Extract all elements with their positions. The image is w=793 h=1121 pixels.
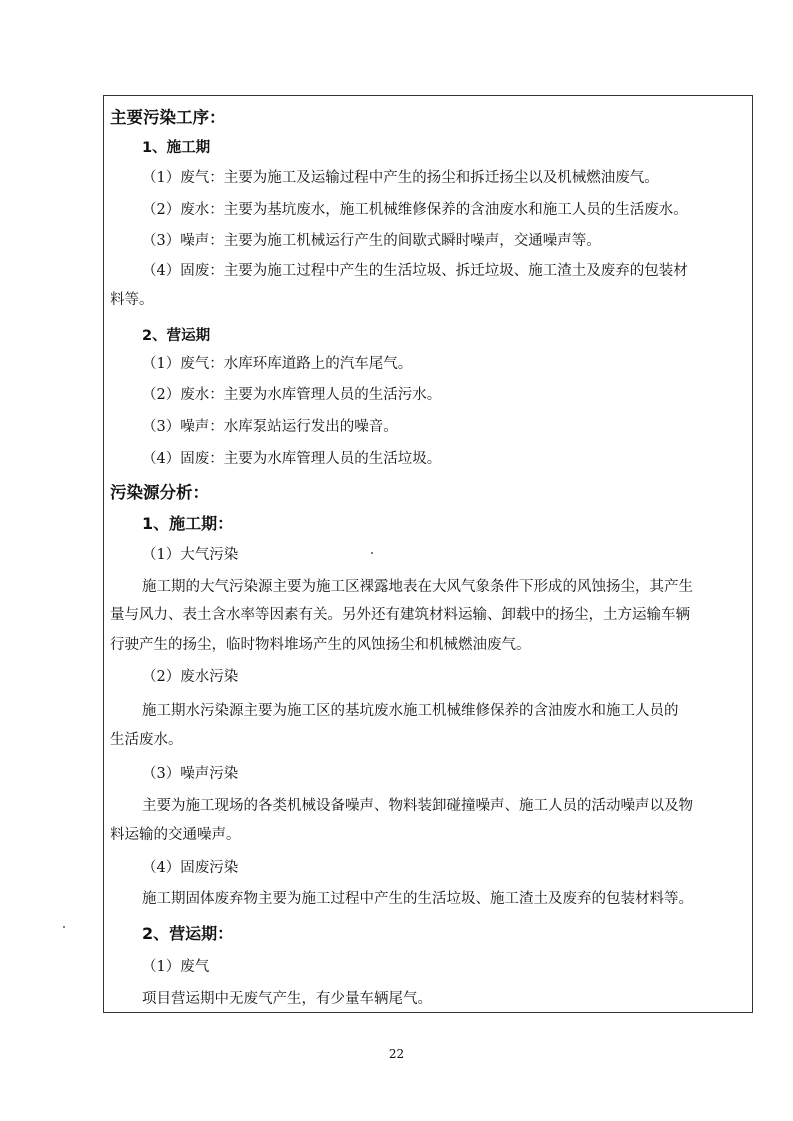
text-line: （3）噪声：主要为施工机械运行产生的间歇式瞬时噪声，交通噪声等。 <box>142 233 601 249</box>
scan-speck <box>63 926 65 928</box>
subheading-operation-period-2: 2、营运期： <box>142 924 234 943</box>
text-line: （1）废气：主要为施工及运输过程中产生的扬尘和拆迁扬尘以及机械燃油废气。 <box>142 170 659 186</box>
text-line: （1）废气：水库环库道路上的汽车尾气。 <box>142 356 413 372</box>
text-line: 行驶产生的扬尘，临时物料堆场产生的风蚀扬尘和机械燃油废气。 <box>110 637 531 653</box>
text-line: （2）废水：主要为水库管理人员的生活污水。 <box>142 387 442 403</box>
heading-main-pollution-processes: 主要污染工序： <box>110 108 226 127</box>
text-line: 生活废水。 <box>110 732 183 748</box>
text-line: 量与风力、表土含水率等因素有关。另外还有建筑材料运输、卸载中的扬尘，土方运输车辆 <box>110 607 690 623</box>
page-number: 22 <box>388 1047 405 1061</box>
text-line: （1）大气污染 <box>142 547 239 563</box>
text-line: （3）噪声污染 <box>142 766 239 782</box>
text-line: （1）废气 <box>142 959 210 975</box>
subheading-operation-period-1: 2、营运期 <box>142 328 211 344</box>
heading-pollution-source-analysis: 污染源分析： <box>110 483 209 502</box>
text-line: （4）固废污染 <box>142 860 239 876</box>
text-line: （4）固废：主要为施工过程中产生的生活垃圾、拆迁垃圾、施工渣土及废弃的包装材 <box>142 263 688 279</box>
text-line: 主要为施工现场的各类机械设备噪声、物料装卸碰撞噪声、施工人员的活动噪声以及物 <box>142 798 693 814</box>
text-line: 施工期水污染源主要为施工区的基坑废水施工机械维修保养的含油废水和施工人员的 <box>142 703 679 719</box>
text-line: （2）废水污染 <box>142 669 239 685</box>
subheading-construction-period-2: 1、施工期： <box>142 514 234 533</box>
text-line: （2）废水：主要为基坑废水，施工机械维修保养的含油废水和施工人员的生活废水。 <box>142 202 688 218</box>
text-line: 项目营运期中无废气产生，有少量车辆尾气。 <box>142 991 432 1007</box>
text-line: （3）噪声：水库泵站运行发出的噪音。 <box>142 419 398 435</box>
text-line: 料运输的交通噪声。 <box>110 827 241 843</box>
scan-speck <box>371 552 373 554</box>
text-line: 施工期的大气污染源主要为施工区裸露地表在大风气象条件下形成的风蚀扬尘，其产生 <box>142 579 693 595</box>
text-line: 料等。 <box>110 292 154 308</box>
text-line: 施工期固体废弃物主要为施工过程中产生的生活垃圾、施工渣土及废弃的包装材料等。 <box>142 891 693 907</box>
text-line: （4）固废：主要为水库管理人员的生活垃圾。 <box>142 451 442 467</box>
subheading-construction-period-1: 1、施工期 <box>142 140 211 156</box>
